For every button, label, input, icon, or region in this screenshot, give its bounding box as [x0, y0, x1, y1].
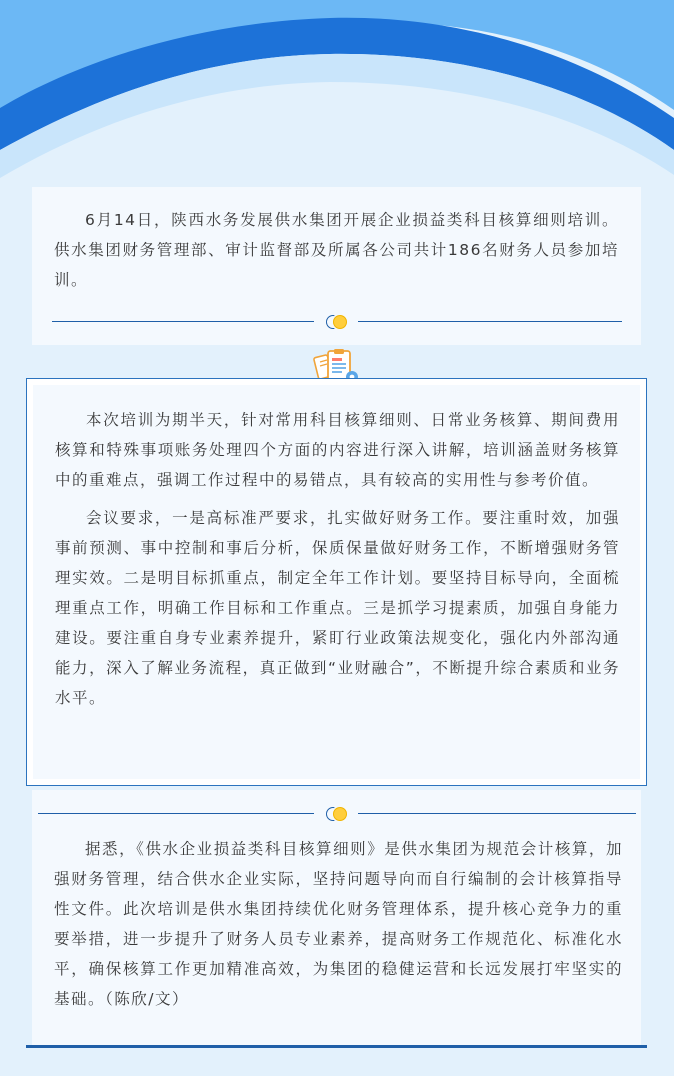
content-card-inner — [33, 385, 640, 779]
intro-paragraph: 6月14日，陕西水务发展供水集团开展企业损益类科目核算细则培训。供水集团财务管理部、审计监督部及所属各公司共计186名财务人员参加培训。 — [54, 211, 619, 289]
double-ring-ornament-icon — [324, 805, 350, 823]
content-paragraph-2: 会议要求，一是高标准严要求，扎实做好财务工作。要注重时效，加强事前预测、事中控制和事后分析，保质保量做好财务工作，不断增强财务管理实效。二是明目标抓重点，制定全年工作计划。要坚持目标导向，全面梳理重点工作，明确工作目标和工作重点。三是抓学习提素质，加强自身能力建设。要注重自身专业素养提升，紧盯行业政策法规变化，强化内外部沟通能力，深入了解业务流程，真正做到“业财融合”，不断提升综合素质和业务水平。 — [55, 509, 620, 707]
section-divider — [38, 804, 636, 824]
double-ring-ornament-icon — [324, 313, 350, 331]
content-card — [26, 378, 647, 786]
closing-paragraph: 据悉，《供水企业损益类科目核算细则》是供水集团为规范会计核算，加强财务管理，结合供水企业实际，坚持问题导向而自行编制的会计核算指导性文件。此次培训是供水集团持续优化财务管理体系，提升核心竞争力的重要举措，进一步提升了财务人员专业素养，提高财务工作规范化、标准化水平，确保核算工作更加精准高效，为集团的稳健运营和长远发展打牢坚实的基础。（陈欣/文） — [54, 840, 623, 1008]
header-wave-decoration — [0, 0, 674, 190]
section-divider — [52, 312, 622, 332]
content-paragraph-1: 本次培训为期半天，针对常用科目核算细则、日常业务核算、期间费用核算和特殊事项账务处理四个方面的内容进行深入讲解，培训涵盖财务核算中的重难点，强调工作过程中的易错点，具有较高的实用性与参考价值。 — [55, 411, 620, 489]
bottom-accent-bar — [26, 1045, 647, 1048]
closing-card — [32, 790, 641, 1048]
